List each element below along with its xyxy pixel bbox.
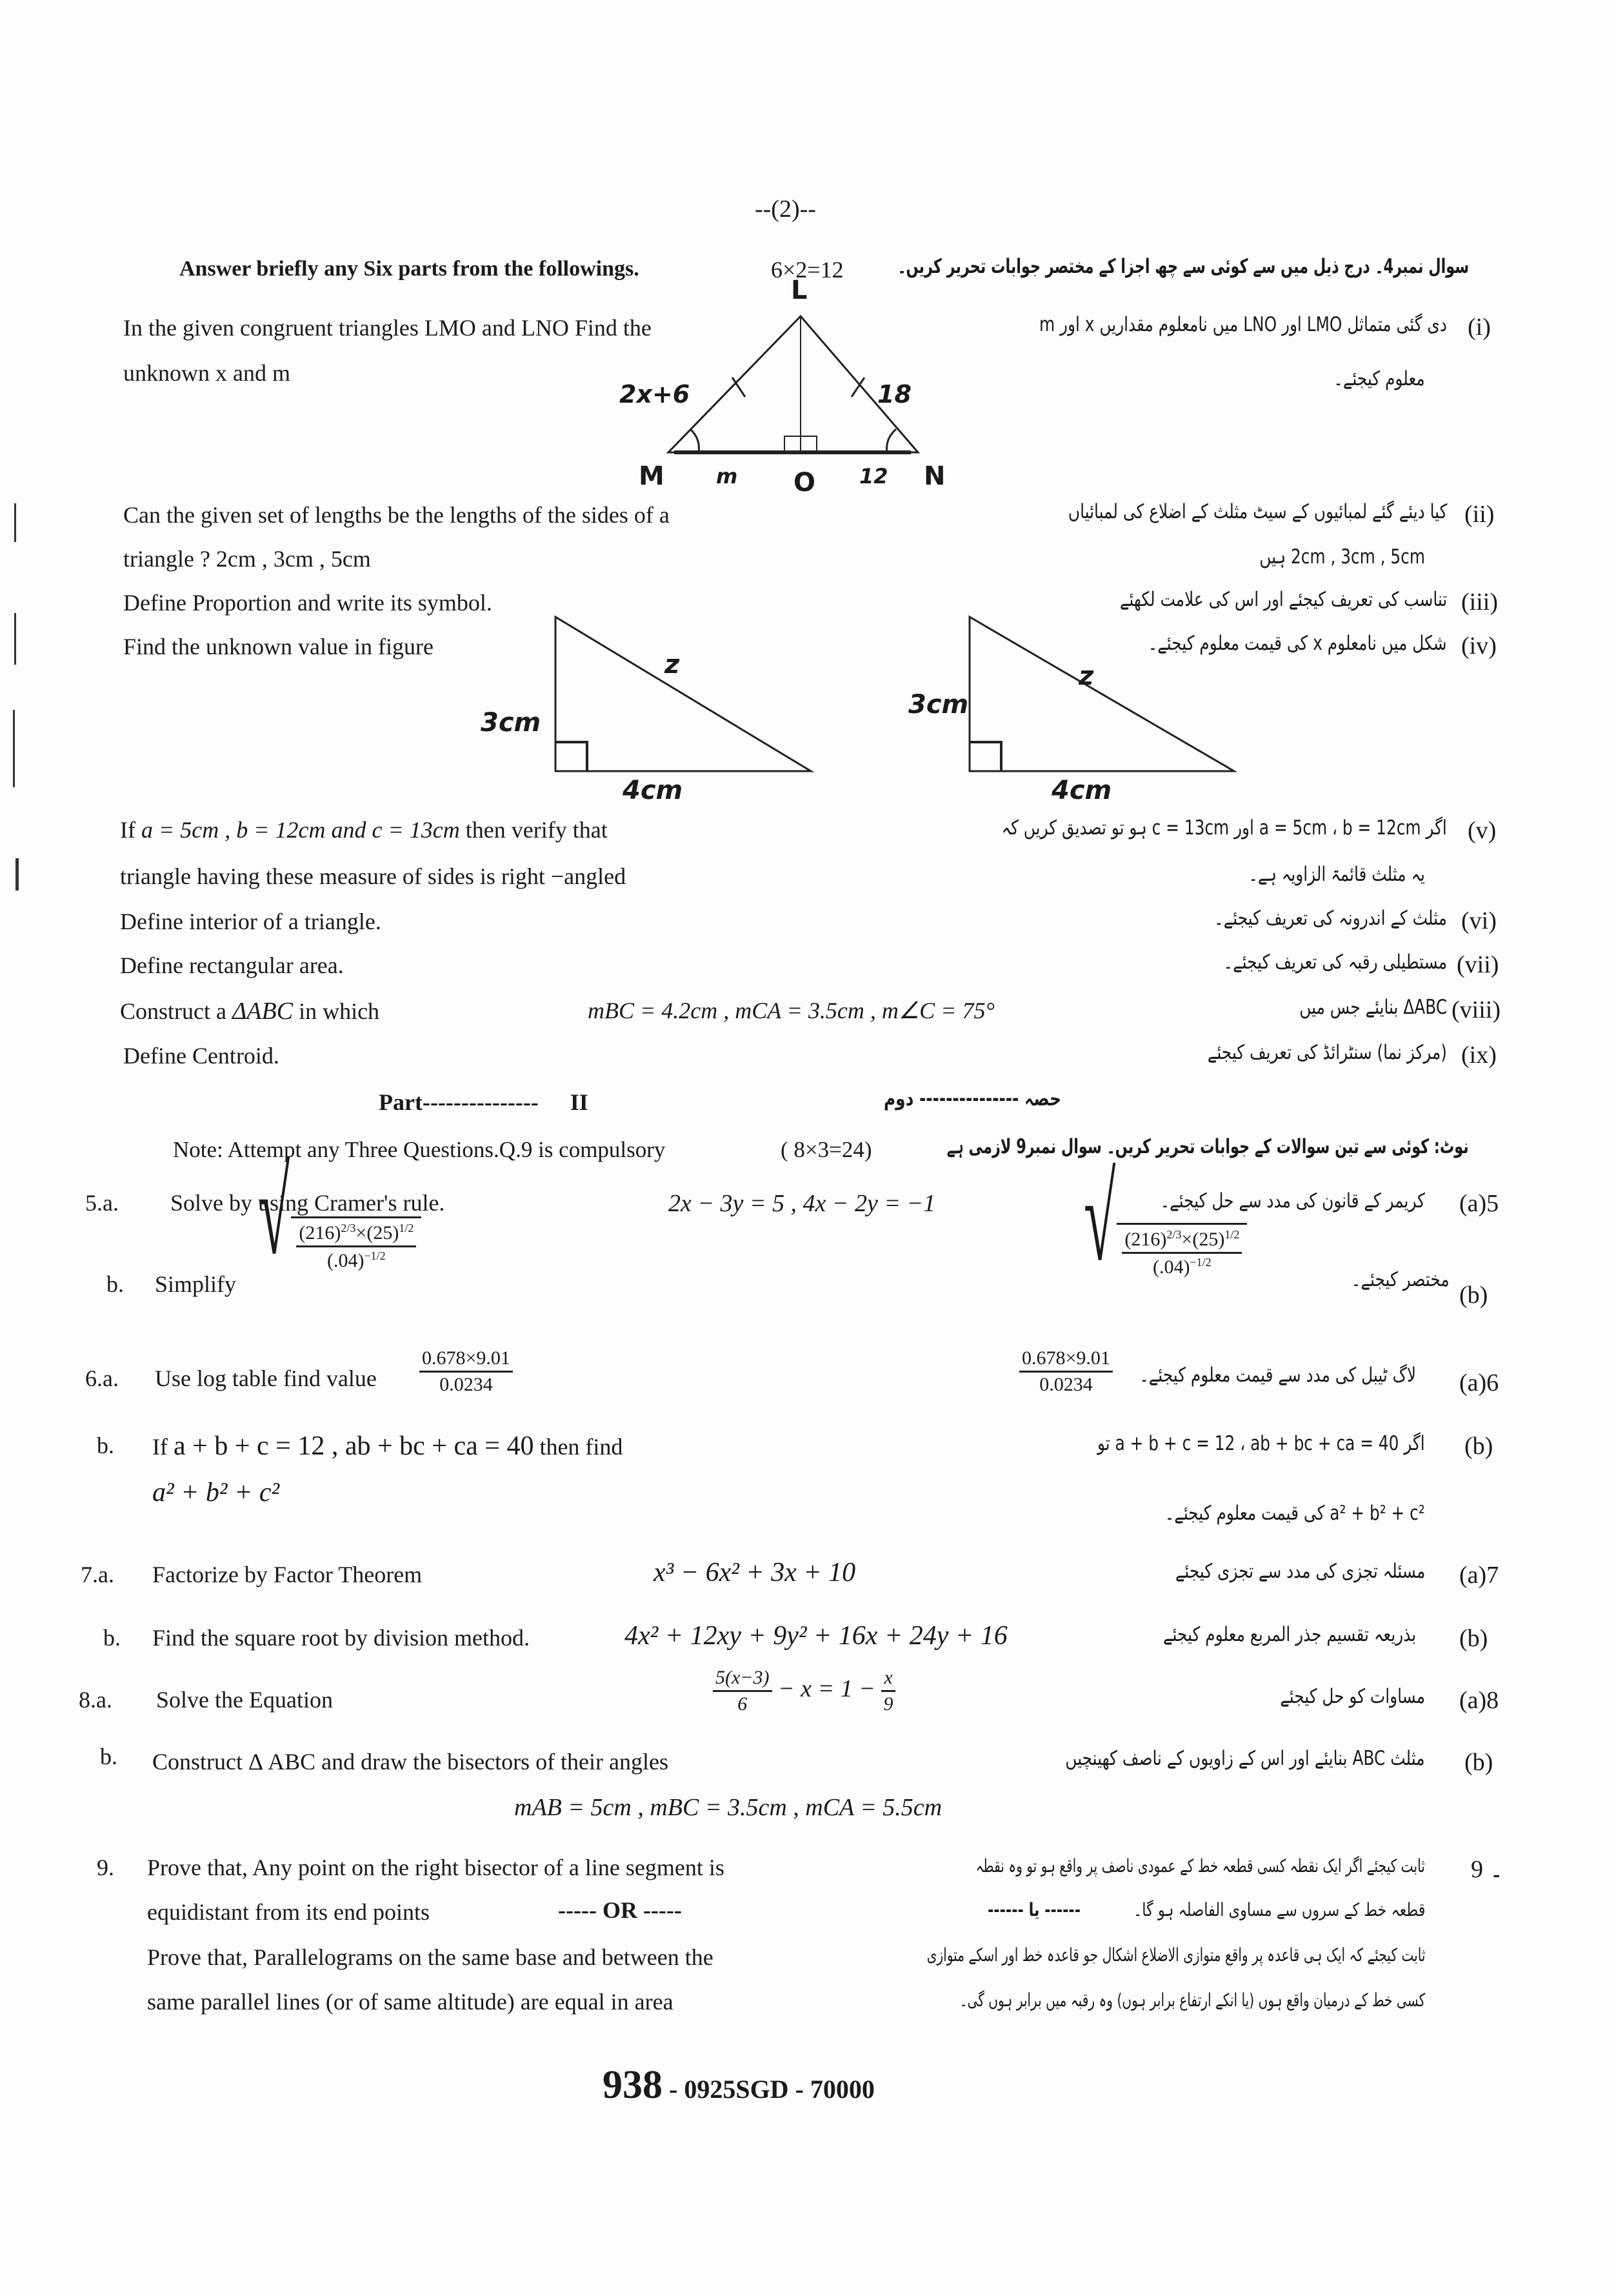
q8a-text-en: Solve the Equation	[156, 1687, 333, 1713]
q6a-text-ur: لاگ ٹیبل کی مدد سے قیمت معلوم کیجئے۔	[1139, 1364, 1416, 1387]
q7b-text-en: Find the square root by division method.	[152, 1625, 530, 1651]
q-i-label: (i)	[1468, 314, 1491, 341]
q-vi-text-en: Define interior of a triangle.	[120, 909, 381, 934]
q-viii-math: mBC = 4.2cm , mCA = 3.5cm , m∠C = 75°	[588, 998, 995, 1023]
q5a-label: (a)5	[1459, 1190, 1499, 1217]
height-label-right: 3cm	[908, 690, 969, 720]
q-ii-text-ur-2: 2cm , 3cm , 5cm ہیں	[1259, 545, 1425, 569]
q5b-expression-left: √ $\frac{(216)^{2/3}\times(25)^{1/2}}{(.04)^{-1/2}}$	[258, 1216, 421, 1274]
q7a-text-ur: مسئلہ تجزی کی مدد سے تجزی کیجئے	[1175, 1560, 1425, 1583]
q7a-text-en: Factorize by Factor Theorem	[152, 1562, 423, 1587]
part2-note-ur: نوٹ: کوئی سے تین سوالات کے جوابات تحریر کریں۔ سوال نمبر9 لازمی ہے	[946, 1135, 1469, 1158]
q-vii-text-ur: مستطیلی رقبہ کی تعریف کیجئے۔	[1223, 951, 1447, 974]
q6b-text-en-1: If a + b + c = 12 , ab + bc + ca = 40 then find	[152, 1431, 623, 1461]
q-v-text-ur-1: اگر a = 5cm ، b = 12cm اور c = 13cm ہو تو تصدیق کریں کہ	[1001, 816, 1447, 840]
q-i-text-en-2: unknown x and m	[123, 360, 290, 386]
q6b-math-2: a² + b² + c²	[152, 1478, 280, 1507]
part2-title-ur: حصہ --------------- دوم	[884, 1087, 1061, 1111]
q-v-text-en-1: If a = 5cm , b = 12cm and c = 13cm then verify that	[120, 817, 608, 843]
q9-text-ur-4: کسی خط کے درمیان واقع ہوں (یا انکے ارتفاع برابر ہوں) وہ رقبہ میں برابر ہوں گی۔	[959, 1989, 1425, 2011]
q-iv-text-en: Find the unknown value in figure	[123, 634, 434, 660]
q-v-text-ur-2: یہ مثلث قائمۃ الزاویہ ہے۔	[1248, 863, 1425, 886]
base-label-right: 4cm	[1052, 776, 1112, 805]
q9-text-en-2: equidistant from its end points	[147, 1899, 430, 1925]
q-ii-label: (ii)	[1464, 501, 1495, 528]
q-viii-text-ur: ΔABC بنایئے جس میں	[1299, 996, 1447, 1019]
q5b-text-ur: مختصر کیجئے۔	[1352, 1268, 1450, 1291]
vertex-label-o: O	[793, 468, 816, 498]
q-ix-text-en: Define Centroid.	[123, 1043, 279, 1069]
q9-text-ur-3: ثابت کیجئے کہ ایک ہی قاعدہ پر واقع متوازی الاضلاع اشکال جو قاعدہ خط اور اسکے متوازی	[926, 1944, 1425, 1966]
q5b-text-en: Simplify	[155, 1271, 237, 1297]
q6a-label: (a)6	[1459, 1369, 1499, 1396]
q-vi-text-ur: مثلث کے اندرونہ کی تعریف کیجئے۔	[1214, 907, 1447, 930]
q7a-math: x³ − 6x² + 3x + 10	[653, 1558, 856, 1587]
base-label-left: 4cm	[623, 776, 683, 805]
angle-arc-n	[887, 429, 896, 452]
part1-instruction-en: Answer briefly any Six parts from the followings.	[179, 257, 639, 281]
q5a-number: 5.a.	[85, 1190, 119, 1216]
q9-or-en: ----- OR -----	[558, 1897, 682, 1923]
q8b-text-ur: مثلث ABC بنایئے اور اس کے زاویوں کے ناصف کھینچیں	[1065, 1747, 1425, 1770]
segment-label-m: m	[716, 464, 738, 488]
q8a-math: $\frac{5(x-3)}{6}$ − x = 1 − $\frac{x}{9}$	[713, 1668, 895, 1714]
vertex-label-n: N	[924, 461, 946, 491]
q7b-text-ur: بذریعہ تقسیم جذر المربع معلوم کیجئے	[1162, 1623, 1416, 1646]
q-ix-label: (ix)	[1461, 1042, 1497, 1069]
part2-title-en: Part--------------- II	[379, 1089, 588, 1115]
q8b-label: (b)	[1464, 1749, 1493, 1776]
sqrt-icon: √	[258, 1145, 290, 1280]
q6a-number: 6.a.	[85, 1365, 119, 1391]
sqrt-icon: √	[1084, 1152, 1116, 1287]
q-v-text-en-2: triangle having these measure of sides is right −angled	[120, 863, 626, 889]
q8b-text-en: Construct Δ ABC and draw the bisectors of their angles	[152, 1749, 668, 1775]
q9-text-en-4: same parallel lines (or of same altitude) are equal in area	[147, 1989, 673, 2015]
q8b-math: mAB = 5cm , mBC = 3.5cm , mCA = 5.5cm	[514, 1794, 943, 1821]
q-i-text-ur-2: معلوم کیجئے۔	[1333, 367, 1425, 390]
q9-number: 9.	[97, 1855, 114, 1880]
vertex-label-l: L	[791, 276, 808, 305]
q-i-text-en-1: In the given congruent triangles LMO and LNO Find the	[123, 315, 652, 341]
q9-text-en-3: Prove that, Parallelograms on the same base and between the	[147, 1944, 713, 1970]
q5a-text-ur: کریمر کے قانون کی مدد سے حل کیجئے۔	[1160, 1189, 1425, 1213]
hyp-label-left: z	[664, 650, 680, 680]
q-v-label: (v)	[1468, 817, 1497, 844]
q7a-number: 7.a.	[81, 1562, 114, 1587]
q5b-label: (b)	[1459, 1282, 1488, 1309]
q-iv-label: (iv)	[1461, 632, 1497, 660]
q-ix-text-ur: (مرکز نما) سنٹرائڈ کی تعریف کیجئے	[1207, 1041, 1447, 1064]
q-viii-label: (viii)	[1451, 996, 1501, 1023]
q9-text-en-1: Prove that, Any point on the right bisector of a line segment is	[147, 1855, 724, 1880]
hyp-label-right: z	[1079, 661, 1094, 691]
q5a-text-en: Solve by using Cramer's rule.	[170, 1190, 445, 1216]
q-i-text-ur-1: دی گئی متماثل LMO اور LNO میں نامعلوم مقداریں x اور m	[1039, 313, 1447, 336]
q6b-label: (b)	[1464, 1433, 1493, 1460]
q-ii-text-en-2: triangle ? 2cm , 3cm , 5cm	[123, 546, 371, 572]
q7b-label: (b)	[1459, 1625, 1488, 1652]
q6b-number: b.	[97, 1433, 114, 1458]
q7b-math: 4x² + 12xy + 9y² + 16x + 24y + 16	[624, 1621, 1008, 1651]
q-iv-text-ur: شکل میں نامعلوم x کی قیمت معلوم کیجئے۔	[1148, 632, 1447, 655]
q6a-text-en: Use log table find value	[155, 1365, 377, 1391]
q5a-math: 2x − 3y = 5 , 4x − 2y = −1	[668, 1190, 936, 1217]
q-iii-text-ur: تناسب کی تعریف کیجئے اور اس کی علامت لکھئے	[1119, 588, 1447, 611]
q-vii-label: (vii)	[1457, 951, 1499, 978]
q7b-number: b.	[103, 1625, 121, 1651]
q9-text-ur-2: قطعہ خط کے سروں سے مساوی الفاصلہ ہو گا۔	[1133, 1899, 1425, 1920]
q6a-fraction-left: $\frac{0.678\times 9.01}{0.0234}$	[419, 1349, 513, 1395]
q6a-fraction-right: $\frac{0.678\times 9.01}{0.0234}$	[1019, 1349, 1113, 1395]
part1-marks: 6×2=12	[771, 257, 844, 283]
q-vii-text-en: Define rectangular area.	[120, 952, 344, 978]
q7a-label: (a)7	[1459, 1562, 1499, 1589]
q6b-text-ur-1: اگر a + b + c = 12 ، ab + bc + ca = 40 تو	[1097, 1432, 1425, 1455]
q5b-expression-right: √ $\frac{(216)^{2/3}\times(25)^{1/2}}{(.04)^{-1/2}}$	[1084, 1223, 1247, 1281]
q-viii-text-en: Construct a ΔABC in which	[120, 998, 380, 1025]
part1-instruction-ur: سوال نمبر4۔ درج ذیل میں سے کوئی سے چھ اجزا کے مختصر جوابات تحریر کریں۔	[897, 255, 1469, 278]
part2-marks: ( 8×3=24)	[781, 1137, 872, 1162]
q-ii-text-en-1: Can the given set of lengths be the lengths of the sides of a	[123, 502, 670, 528]
segment-label-12: 12	[859, 464, 888, 488]
side-label-2x6: 2x+6	[619, 380, 690, 408]
q8a-text-ur: مساوات کو حل کیجئے	[1280, 1685, 1425, 1708]
part2-note-en: Note: Attempt any Three Questions.Q.9 is compulsory	[173, 1137, 666, 1162]
paper-code: 938 - 0925SGD - 70000	[603, 2063, 875, 2107]
q-iii-label: (iii)	[1461, 589, 1498, 616]
q-iii-text-en: Define Proportion and write its symbol.	[123, 590, 492, 616]
vertex-label-m: M	[639, 461, 664, 491]
right-triangle-left	[555, 617, 811, 771]
q9-text-ur-1: ثابت کیجئے اگر ایک نقطہ کسی قطعہ خط کے عمودی ناصف پر واقع ہو تو وہ نقطہ	[975, 1855, 1425, 1877]
q-vi-label: (vi)	[1461, 907, 1497, 934]
side-label-18: 18	[877, 380, 912, 408]
q8a-label: (a)8	[1459, 1687, 1499, 1714]
q5b-number: b.	[106, 1271, 124, 1297]
page-number: --(2)--	[755, 196, 816, 223]
q9-label: 9 ۔	[1471, 1856, 1504, 1883]
height-label-left: 3cm	[481, 708, 541, 738]
q9-or-ur: ------ یا ------	[988, 1899, 1081, 1920]
q8a-number: 8.a.	[79, 1687, 112, 1713]
q-ii-text-ur-1: کیا دیئے گئے لمبائیوں کے سیٹ مثلث کے اضلاع کی لمبائیاں	[1068, 500, 1447, 523]
q8b-number: b.	[100, 1744, 117, 1769]
angle-arc-m	[690, 429, 699, 452]
q6b-text-ur-2: a² + b² + c² کی قیمت معلوم کیجئے۔	[1164, 1502, 1425, 1525]
